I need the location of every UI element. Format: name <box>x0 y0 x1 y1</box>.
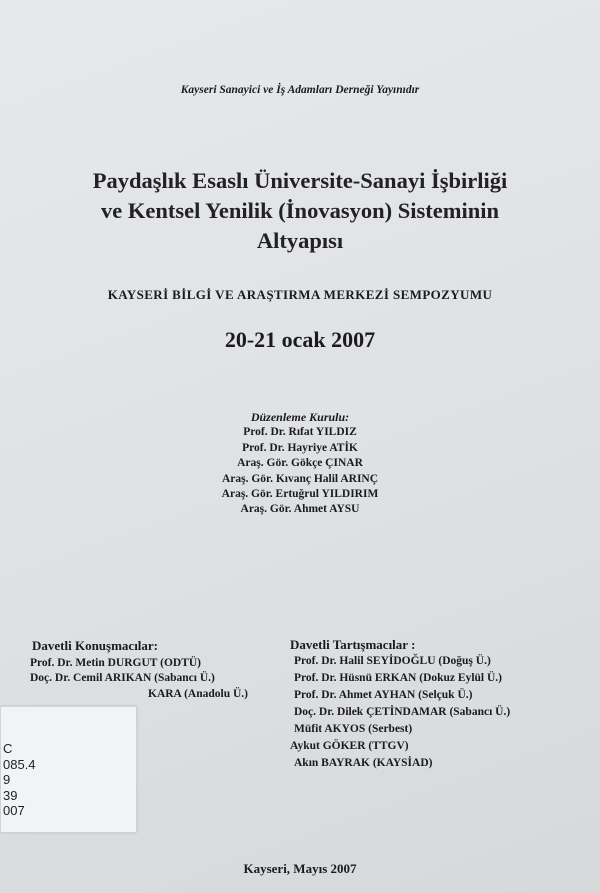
discussant-item: Prof. Dr. Hüsnü ERKAN (Dokuz Eylül Ü.) <box>294 672 502 684</box>
library-call-number-label <box>0 706 137 833</box>
invited-discussants <box>290 636 590 772</box>
call-number-line: 9 <box>3 772 11 787</box>
speaker-item: Doç. Dr. Cemil ARIKAN (Sabancı Ü.) <box>30 672 215 684</box>
speaker-item: KARA (Anadolu Ü.) <box>148 687 249 700</box>
call-number-line: C <box>3 741 13 756</box>
discussant-item: Prof. Dr. Halil SEYİDOĞLU (Doğuş Ü.) <box>294 655 491 667</box>
committee-member: Araş. Gör. Ertuğrul YILDIRIM <box>221 488 379 501</box>
committee-member: Araş. Gör. Ahmet AYSU <box>240 503 360 516</box>
discussant-item: Müfit AKYOS (Serbest) <box>294 723 413 735</box>
call-number-line: 39 <box>3 787 18 803</box>
committee-member: Prof. Dr. Rıfat YILDIZ <box>243 426 357 439</box>
event-date: 20-21 ocak 2007 <box>224 327 376 352</box>
call-number-line: 007 <box>3 803 25 818</box>
publisher-line: Kayseri Sanayici ve İş Adamları Derneği Yayınıdır <box>180 84 420 96</box>
discussant-item: Akın BAYRAK (KAYSİAD) <box>294 757 433 769</box>
discussant-item: Prof. Dr. Ahmet AYHAN (Selçuk Ü.) <box>294 689 473 701</box>
committee-member: Prof. Dr. Hayriye ATİK <box>242 441 358 454</box>
committee-heading: Düzenleme Kurulu: <box>250 410 350 424</box>
call-number-line: 085.4 <box>3 756 36 772</box>
title-line-2: ve Kentsel Yenilik (İnovasyon) Sisteminin <box>101 198 499 223</box>
speaker-item: Prof. Dr. Metin DURGUT (ODTÜ) <box>30 656 201 669</box>
discussants-heading: Davetli Tartışmacılar : <box>290 637 416 652</box>
title-line-1: Paydaşlık Esaslı Üniversite-Sanayi İşbirliği <box>92 168 508 193</box>
document-title <box>0 166 600 256</box>
invited-speakers <box>30 638 280 702</box>
place-date-footer: Kayseri, Mayıs 2007 <box>243 861 357 876</box>
discussant-item: Doç. Dr. Dilek ÇETİNDAMAR (Sabancı Ü.) <box>294 706 511 718</box>
symposium-subtitle: KAYSERİ BİLGİ VE ARAŞTIRMA MERKEZİ SEMPOZYUMU <box>107 287 493 302</box>
organizing-committee <box>0 410 600 518</box>
committee-member: Araş. Gör. Gökçe ÇINAR <box>237 457 363 470</box>
committee-member: Araş. Gör. Kıvanç Halil ARINÇ <box>221 472 379 485</box>
discussant-item: Aykut GÖKER (TTGV) <box>290 740 409 752</box>
title-line-3: Altyapısı <box>256 228 344 253</box>
call-number <box>3 741 36 819</box>
speakers-heading: Davetli Konuşmacılar: <box>32 638 159 653</box>
